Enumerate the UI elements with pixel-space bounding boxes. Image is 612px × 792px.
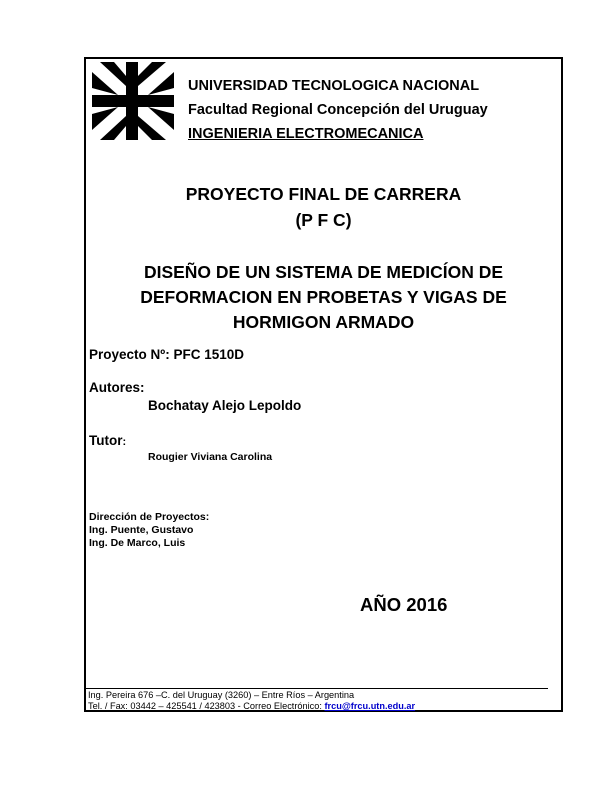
faculty-name: Facultad Regional Concepción del Uruguay [188, 102, 488, 118]
tutor-name: Rougier Viviana Carolina [148, 451, 273, 463]
utn-logo-icon [92, 62, 174, 140]
project-number: Proyecto Nº: PFC 1510D [89, 347, 244, 362]
email-link[interactable]: frcu@frcu.utn.edu.ar [324, 701, 416, 711]
project-title [86, 260, 561, 335]
direction-member: Ing. De Marco, Luis [89, 537, 186, 549]
author-name: Bochatay Alejo Lepoldo [148, 398, 302, 413]
footer-contact-text: Tel. / Fax: 03442 – 425541 / 423803 - Correo Electrónico: [88, 701, 325, 711]
year: AÑO 2016 [360, 594, 448, 615]
department-name: INGENIERIA ELECTROMECANICA [188, 126, 424, 142]
footer-divider [86, 688, 548, 689]
title-line: HORMIGON ARMADO [232, 312, 415, 332]
tutor-label-colon: : [122, 436, 127, 448]
footer-contact [88, 701, 415, 711]
university-name: UNIVERSIDAD TECNOLOGICA NACIONAL [188, 78, 480, 94]
page-frame [84, 57, 563, 712]
project-abbr: (P F C) [295, 210, 352, 230]
tutor-label [89, 433, 126, 448]
direction-member: Ing. Puente, Gustavo [89, 524, 194, 536]
direction-label: Dirección de Proyectos: [89, 511, 210, 523]
project-type: PROYECTO FINAL DE CARRERA [185, 184, 462, 204]
authors-label: Autores: [89, 380, 145, 395]
direction-block [89, 511, 209, 550]
footer-address: Ing. Pereira 676 –C. del Uruguay (3260) – Entre Ríos – Argentina [88, 690, 355, 700]
tutor-label-text: Tutor [89, 433, 123, 448]
title-line: DISEÑO DE UN SISTEMA DE MEDICÍON DE [143, 262, 504, 282]
title-line: DEFORMACION EN PROBETAS Y VIGAS DE [140, 287, 507, 307]
